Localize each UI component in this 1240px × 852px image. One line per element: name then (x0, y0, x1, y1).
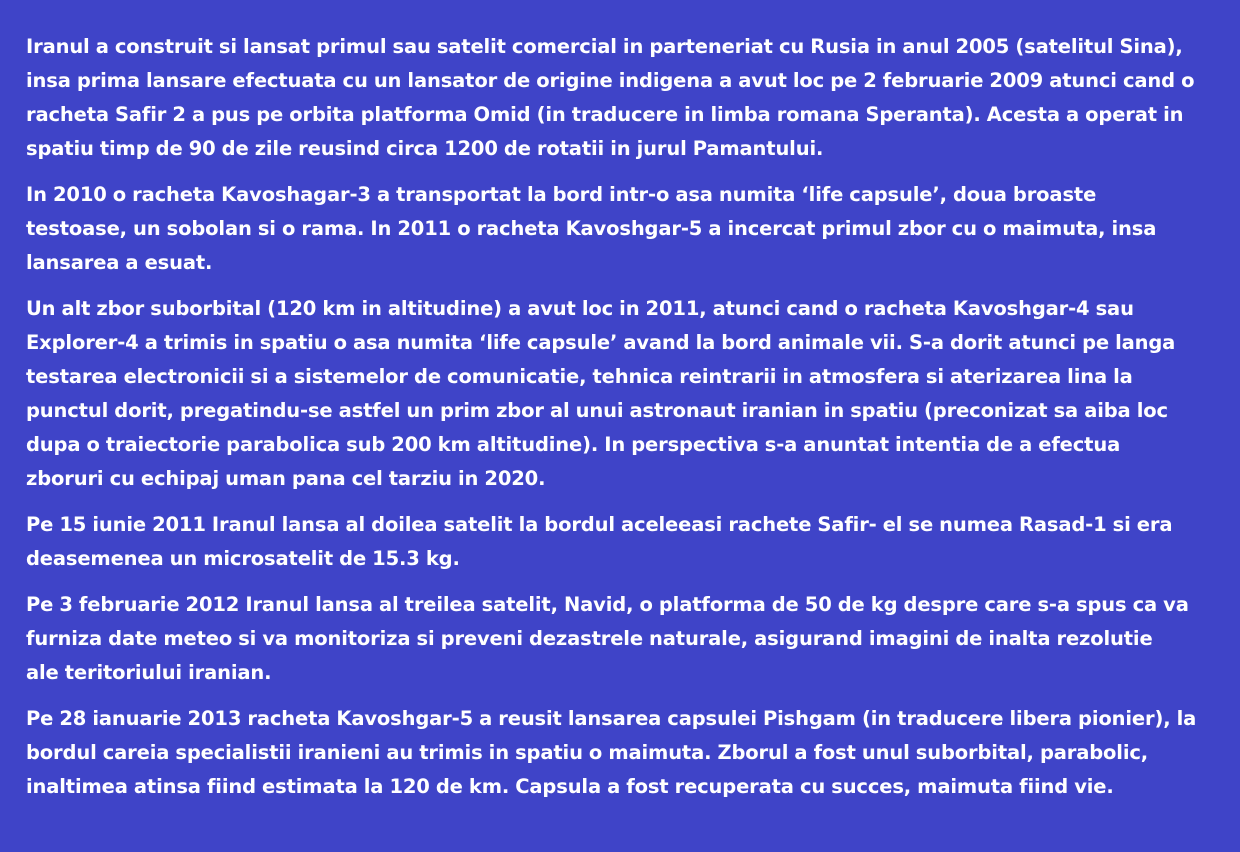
document-body (26, 30, 1226, 816)
paragraph-pishgam-capsule: Pe 28 ianuarie 2013 racheta Kavoshgar-5 a reusit lansarea capsulei Pishgam (in traducere libera pionier), la bordul careia specialistii iranieni au trimis in spatiu o maimuta. Zborul a fost unul suborbital, parabolic, inaltimea atinsa fiind estimata la 120 de km. Capsula a fost recuperata cu succes, maimuta fiind vie. (26, 707, 1197, 798)
paragraph-rasad-1: Pe 15 iunie 2011 Iranul lansa al doilea satelit la bordul aceleeasi rachete Safir- el se numea Rasad-1 si era deasemenea un microsatelit de 15.3 kg. (26, 513, 1173, 570)
paragraph-iran-first-satellite: Iranul a construit si lansat primul sau satelit comercial in parteneriat cu Rusia in anul 2005 (satelitul Sina), insa prima lansare efectuata cu un lansator de origine indigena a avut loc pe 2 februarie 2009 atunci cand o racheta Safir 2 a pus pe orbita platforma Omid (in traducere in limba romana Speranta). Acesta a operat in spatiu timp de 90 de zile reusind circa 1200 de rotatii in jurul Pamantului. (26, 35, 1195, 160)
paragraph-kavoshgar-3-flight: In 2010 o racheta Kavoshagar-3 a transportat la bord intr-o asa numita ‘life capsule’, doua broaste testoase, un sobolan si o rama. In 2011 o racheta Kavoshgar-5 a incercat primul zbor cu o maimuta, insa lansarea a esuat. (26, 183, 1157, 274)
paragraph-suborbital-flight: Un alt zbor suborbital (120 km in altitudine) a avut loc in 2011, atunci cand o racheta Kavoshgar-4 sau Explorer-4 a trimis in spatiu o asa numita ‘life capsule’ avand la bord animale vii. S-a dorit atunci pe langa testarea electronicii si a sistemelor de comunicatie, tehnica reintrarii in atmosfera si aterizarea lina la punctul dorit, pregatindu-se astfel un prim zbor al unui astronaut iranian in spatiu (preconizat sa aiba loc dupa o traiectorie parabolica sub 200 km altitudine). In perspectiva s-a anuntat intentia de a efectua zboruri cu echipaj uman pana cel tarziu in 2020. (26, 297, 1176, 490)
paragraph-navid: Pe 3 februarie 2012 Iranul lansa al treilea satelit, Navid, o platforma de 50 de kg despre care s-a spus ca va furniza date meteo si va monitoriza si preveni dezastrele naturale, asigurand imagini de inalta rezolutie ale teritoriului iranian. (26, 593, 1189, 684)
